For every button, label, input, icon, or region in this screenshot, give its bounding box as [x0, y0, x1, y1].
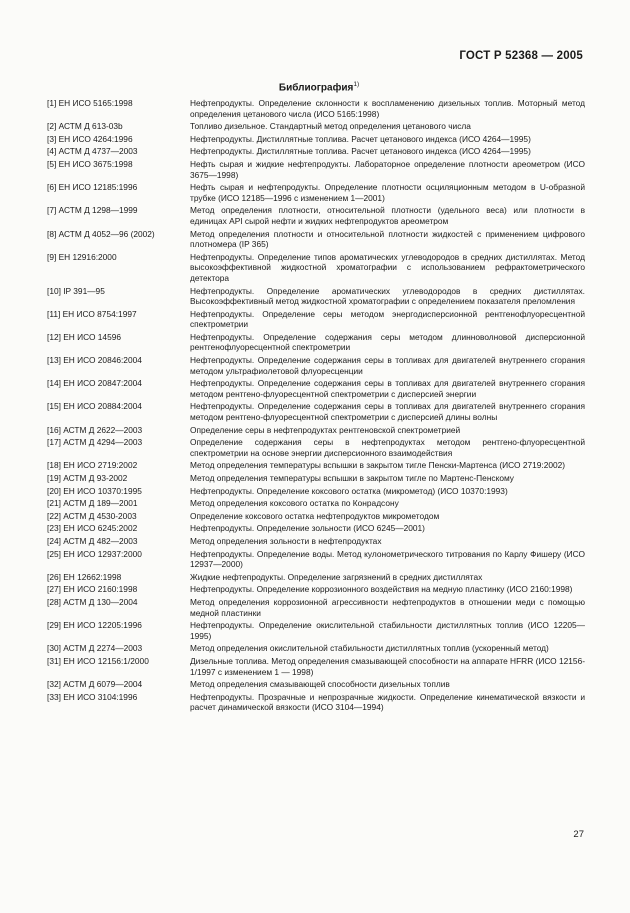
entry-description: Нефтепродукты. Определение окислительной стабильности дистиллятных топлив (ИСО 12205—1995): [190, 620, 585, 641]
entry-description: Нефтепродукты. Дистиллятные топлива. Расчет цетанового индекса (ИСО 4264—1995): [190, 133, 531, 144]
entry-reference: [16] АСТМ Д 2622—2003: [47, 424, 143, 435]
bibliography-entry: [47, 486, 585, 497]
bibliography-entry: [47, 286, 585, 307]
entry-description: Нефтепродукты. Определение ароматических углеводородов в средних дистиллятах. Высокоэффективный метод жидкостной хроматографии с определением показателя преломления: [190, 285, 585, 307]
entry-reference: [17] АСТМ Д 4294—2003: [47, 437, 143, 448]
entry-reference: [32] АСТМ Д 6079—2004: [47, 679, 143, 690]
entry-reference: [23] ЕН ИСО 6245:2002: [47, 523, 138, 534]
entry-description: Топливо дизельное. Стандартный метод определения цетанового числа: [190, 121, 471, 132]
entry-reference: [2] АСТМ Д 613-03b: [47, 121, 123, 132]
entry-description: Нефть сырая и жидкие нефтепродукты. Лабораторное определение плотности ареометром (ИСО 3675—1998): [190, 158, 585, 180]
entry-description: Метод определения окислительной стабильности дистиллятных топлив (ускоренный метод): [190, 643, 549, 654]
entry-reference: [11] ЕН ИСО 8754:1997: [47, 308, 137, 319]
bibliography-entry: [47, 205, 585, 226]
page-number: 27: [573, 829, 584, 840]
bibliography-entry: [47, 460, 585, 471]
bibliography-entry: [47, 332, 585, 353]
entry-description: Нефтепродукты. Определение коррозионного воздействия на медную пластинку (ИСО 2160:1998): [190, 584, 573, 595]
entry-reference: [3] ЕН ИСО 4264:1996: [47, 133, 133, 144]
bibliography-entry: [47, 134, 585, 145]
entry-reference: [7] АСТМ Д 1298—1999: [47, 205, 138, 216]
bibliography-entry: [47, 620, 585, 641]
entry-reference: [25] ЕН ИСО 12937:2000: [47, 548, 142, 559]
entry-description: Нефть сырая и нефтепродукты. Определение плотности осциляционным методом в U-образной трубке (ИСО 12185—1996 с изменением 1—2001): [190, 182, 585, 203]
bibliography-entry: [47, 252, 585, 284]
entry-description: Метод определения температуры вспышки в закрытом тигле Пенски-Мартенса (ИСО 2719:2002): [190, 460, 566, 471]
entry-description: Нефтепродукты. Определение содержания серы в топливах для двигателей внутреннего сгорания методом ультрафиолетовой флуоресценции: [190, 355, 585, 376]
bibliography-entry: [47, 692, 585, 713]
entry-reference: [20] ЕН ИСО 10370:1995: [47, 485, 142, 496]
entry-description: Определение серы в нефтепродуктах рентгеновской спектрометрией: [190, 424, 461, 435]
entry-description: Метод определения смазывающей способности дизельных топлив: [190, 679, 450, 690]
bibliography-entry: [47, 146, 585, 157]
bibliography-list: [47, 98, 585, 715]
entry-reference: [27] ЕН ИСО 2160:1998: [47, 584, 138, 595]
entry-reference: [4] АСТМ Д 4737—2003: [47, 146, 138, 157]
bibliography-entry: [47, 425, 585, 436]
title-footnote-mark: 1): [353, 81, 360, 88]
entry-reference: [15] ЕН ИСО 20884:2004: [47, 401, 142, 412]
bibliography-entry: [47, 473, 585, 484]
entry-reference: [30] АСТМ Д 2274—2003: [47, 643, 143, 654]
entry-reference: [31] ЕН ИСО 12156:1/2000: [47, 655, 149, 666]
bibliography-entry: [47, 229, 585, 250]
entry-reference: [21] АСТМ Д 189—2001: [47, 498, 138, 509]
bibliography-entry: [47, 401, 585, 422]
entry-description: Нефтепродукты. Определение типов ароматических углеводородов в средних дистиллятах. Метод высокоэффективной жидкостной хроматографии с использованием рефрактометрического детектора: [190, 251, 585, 283]
entry-reference: [24] АСТМ Д 482—2003: [47, 535, 138, 546]
bibliography-entry: [47, 536, 585, 547]
bibliography-entry: [47, 309, 585, 330]
bibliography-entry: [47, 437, 585, 458]
entry-description: Нефтепродукты. Определение содержания серы в топливах для двигателей внутреннего сгорания методом рентгено-флуоресцентной спектрометрии с дисперсией энергии: [190, 378, 585, 399]
bibliography-entry: [47, 572, 585, 583]
entry-description: Нефтепродукты. Определение воды. Метод кулонометрического титрования по Карлу Фишеру (ИСО 12937—2000): [190, 548, 585, 570]
entry-reference: [13] ЕН ИСО 20846:2004: [47, 355, 142, 366]
bibliography-entry: [47, 159, 585, 180]
entry-description: Метод определения коррозионной агрессивности нефтепродуктов в отношении меди с помощью медной пластинки: [190, 596, 585, 618]
bibliography-entry: [47, 511, 585, 522]
entry-description: Нефтепродукты. Прозрачные и непрозрачные жидкости. Определение кинематической вязкости и расчет динамической вязкости (ИСО 3104—1994): [190, 691, 585, 713]
entry-description: Нефтепродукты. Дистиллятные топлива. Расчет цетанового индекса (ИСО 4264—1995): [190, 146, 531, 157]
entry-reference: [19] АСТМ Д 93-2002: [47, 473, 128, 483]
entry-reference: [29] ЕН ИСО 12205:1996: [47, 620, 142, 631]
entry-reference: [6] ЕН ИСО 12185:1996: [47, 182, 138, 193]
bibliography-entry: [47, 378, 585, 399]
bibliography-entry: [47, 597, 585, 618]
entry-description: Определение содержания серы в нефтепродуктах методом рентгено-флуоресцентной спектрометрии на основе энергии дисперсионного взаимодействия: [190, 437, 585, 458]
entry-description: Метод определения плотности и относительной плотности жидкостей с применением цифрового плотномера (IP 365): [190, 228, 585, 250]
bibliography-entry: [47, 121, 585, 132]
bibliography-entry: [47, 679, 585, 690]
entry-reference: [8] АСТМ Д 4052—96 (2002): [47, 228, 155, 239]
entry-reference: [33] ЕН ИСО 3104:1996: [47, 691, 138, 702]
entry-description: Нефтепродукты. Определение содержания серы методом длинноволновой дисперсионной рентгенофлуоресцентной спектрометрии: [190, 331, 585, 353]
bibliography-entry: [47, 355, 585, 376]
entry-reference: [1] ЕН ИСО 5165:1998: [47, 98, 133, 108]
entry-description: Метод определения температуры вспышки в закрытом тигле по Мартенс-Пенскому: [190, 473, 514, 483]
title-text: Библиография: [278, 82, 354, 94]
entry-description: Нефтепродукты. Определение зольности (ИСО 6245—2001): [190, 523, 425, 534]
entry-reference: [22] АСТМ Д 4530-2003: [47, 510, 137, 521]
entry-description: Нефтепродукты. Определение содержания серы в топливах для двигателей внутреннего сгорания методом рентгено-флуоресцентной спектрометрии с дисперсией длины волны: [190, 401, 585, 423]
document-code: ГОСТ Р 52368 — 2005: [459, 50, 583, 62]
page-title: [0, 81, 630, 93]
entry-description: Дизельные топлива. Метод определения смазывающей способности на аппарате HFRR (ИСО 12156-1/1997 с изменением 1 — 1998): [190, 655, 585, 677]
entry-description: Метод определения зольности в нефтепродуктах: [190, 535, 382, 546]
entry-description: Нефтепродукты. Определение серы методом энергодисперсионной рентгенофлуоресцентной спектрометрии: [190, 308, 585, 330]
bibliography-entry: [47, 549, 585, 570]
entry-reference: [5] ЕН ИСО 3675:1998: [47, 158, 133, 169]
entry-description: Метод определения плотности, относительной плотности (удельного веса) или плотности в единицах API сырой нефти и жидких нефтепродуктов ареометром: [190, 205, 585, 226]
bibliography-entry: [47, 182, 585, 203]
entry-description: Жидкие нефтепродукты. Определение загрязнений в средних дистиллятах: [190, 571, 483, 582]
entry-reference: [9] ЕН 12916:2000: [47, 251, 117, 262]
bibliography-entry: [47, 656, 585, 677]
entry-reference: [28] АСТМ Д 130—2004: [47, 596, 138, 607]
bibliography-entry: [47, 643, 585, 654]
entry-description: Метод определения коксового остатка по Конрадсону: [190, 498, 399, 509]
bibliography-entry: [47, 584, 585, 595]
bibliography-entry: [47, 98, 585, 119]
entry-reference: [10] IP 391—95: [47, 285, 105, 296]
entry-description: Определение коксового остатка нефтепродуктов микрометодом: [190, 510, 440, 521]
entry-reference: [12] ЕН ИСО 14596: [47, 331, 121, 342]
bibliography-entry: [47, 523, 585, 534]
entry-description: Нефтепродукты. Определение склонности к воспламенению дизельных топлив. Моторный метод определения цетанового числа (ИСО 5165:1998): [190, 98, 585, 119]
entry-reference: [26] ЕН 12662:1998: [47, 571, 122, 582]
entry-reference: [14] ЕН ИСО 20847:2004: [47, 378, 142, 389]
entry-description: Нефтепродукты. Определение коксового остатка (микрометод) (ИСО 10370:1993): [190, 485, 508, 496]
entry-reference: [18] ЕН ИСО 2719:2002: [47, 460, 138, 471]
bibliography-entry: [47, 498, 585, 509]
